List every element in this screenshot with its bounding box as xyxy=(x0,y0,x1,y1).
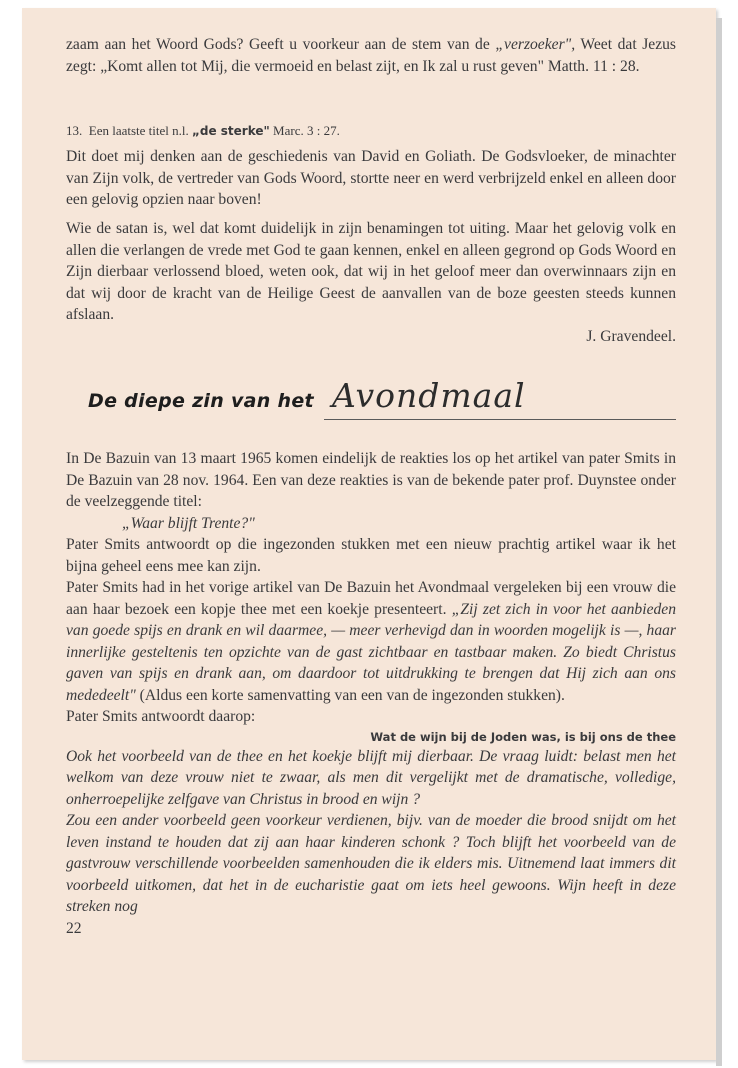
section13-p1-text: Dit doet mij denken aan de geschiedenis van David en Goliath. De Godsvloeker, de minachter van Zijn volk, de vertreder van Gods Woord, stortte neer en werd verbrijzeld enkel en alleen door een gelovig opzien naar boven! xyxy=(66,148,676,208)
top-paragraph xyxy=(66,34,676,77)
section13-number: 13. xyxy=(66,123,83,138)
section13-label: Een laatste titel n.l. xyxy=(88,123,189,138)
section13-heading xyxy=(66,120,676,143)
section13-ref: Marc. 3 : 27. xyxy=(273,123,340,138)
signature: J. Gravendeel. xyxy=(586,327,676,345)
article-body xyxy=(66,448,676,939)
top-rest: Weet dat Jezus zegt: „Komt allen tot Mij, die vermoeid en belast zijt, en Ik zal u rust geven" Matth. 11 : 28. xyxy=(66,36,676,75)
article-italic2: Zou een ander voorbeeld geen voorkeur verdienen, bijv. van de moeder die brood snijdt om het leven instand te houden dat zij aan haar kinderen schonk ? Toch blijft het voorbeeld van de gastvrouw verschillende voorbeelden samenhouden die ik elders mis. Uitnemend laat immers dit voorbeeld uitkomen, dat het in de eucharistie gaat om iets heel gewoons. Wijn heeft in deze streken nog xyxy=(66,812,676,915)
article-para3-end: (Aldus een korte samenvatting van een van de ingezonden stukken). xyxy=(139,686,565,704)
top-line1-italic: „verzoeker", xyxy=(495,36,576,53)
section13-paragraph1 xyxy=(66,146,676,211)
article-italic1: Ook het voorbeeld van de thee en het koekje blijft mij dierbaar. De vraag luidt: belast men het welkom van deze vrouw niet te zwaar, als men dit vergelijkt met de dramatische, volledige, onherroepelijke zelfgave van Christus in brood en wijn ? xyxy=(66,747,676,808)
article-heading xyxy=(88,376,678,428)
article-para3-italic: „Zij zet zich in voor het aanbieden van goede spijs en drank en wil daarmee, — meer verhevigd dan in woorden mogelijk is —, haar innerlijke gesteltenis ten opzichte van de gast zichtbaar en tastbaar maken. Zo biedt Christus gaven van spijs en drank aan, om daardoor tot uitdrukking te brengen dat Hij zich aan ons mededeelt" xyxy=(66,600,677,704)
article-intro: In De Bazuin van 13 maart 1965 komen eindelijk de reakties los op het artikel van pater Smits in De Bazuin van 28 nov. 1964. Een van deze reakties is van de bekende pater prof. Duynstee onder de veelzeggende titel: xyxy=(66,450,676,510)
article-heading-script: Avondmaal xyxy=(332,376,526,415)
article-para2: Pater Smits antwoordt op die ingezonden stukken met een nieuw prachtig artikel waar ik het bijna geheel eens mee kan zijn. xyxy=(66,536,676,575)
article-para4: Pater Smits antwoordt daarop: xyxy=(66,708,256,725)
article-heading-prefix: De diepe zin van het xyxy=(88,390,314,412)
heading-underline xyxy=(324,419,676,420)
section13-p2-text: Wie de satan is, wel dat komt duidelijk in zijn benamingen tot uiting. Maar het gelovig volk en allen die verlangen de vrede met God te gaan kennen, enkel en alleen gegrond op Gods Woord en Zijn dierbaar verlossend bloed, weten ook, dat wij in het geloof meer dan overwinnaars zijn en dat wij door de kracht van de Heilige Geest de aanvallen van de boze geesten steeds kunnen afslaan. xyxy=(66,220,676,323)
page-number: 22 xyxy=(66,919,82,937)
top-line1: zaam aan het Woord Gods? Geeft u voorkeur aan de stem van de xyxy=(66,36,496,53)
article-para3-plain: Pater Smits had in het vorige artikel van De Bazuin het Avondmaal vergeleken bij een vrouw die aan haar bezoek een kopje thee met een koekje presenteert. xyxy=(66,579,676,618)
article-quote-title: „Waar blijft Trente?" xyxy=(122,514,255,532)
section13-title: „de sterke" xyxy=(192,124,270,138)
article-subheading: Wat de wijn bij de Joden was, is bij ons de thee xyxy=(370,729,676,744)
section13-paragraph2 xyxy=(66,218,676,347)
